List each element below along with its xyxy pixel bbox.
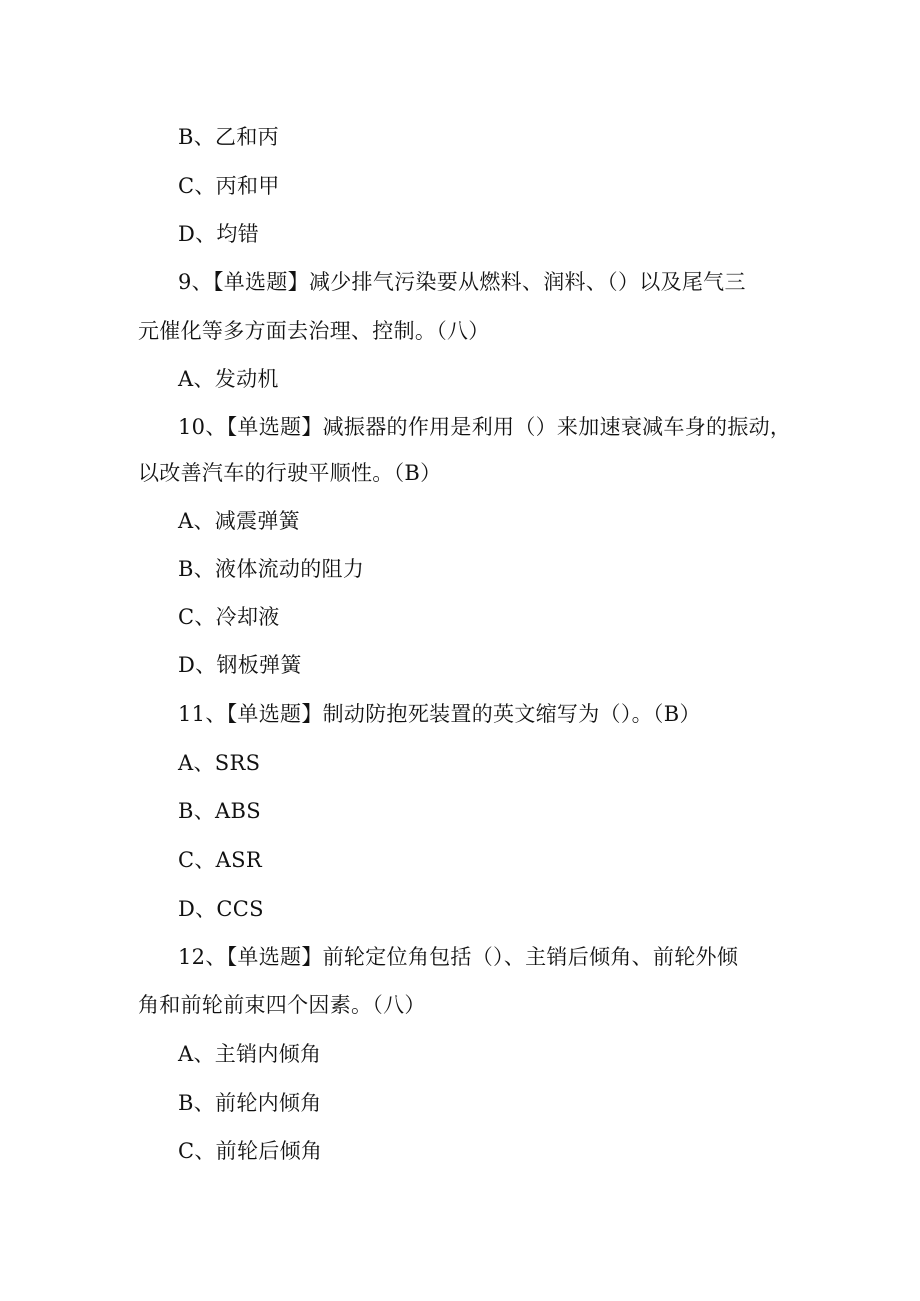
option-line: C、ASR bbox=[178, 848, 262, 872]
option-line: B、ABS bbox=[178, 799, 261, 823]
option-line: A、SRS bbox=[178, 751, 261, 775]
option-line: A、主销内倾角 bbox=[178, 1042, 322, 1066]
option-line: D、钢板弹簧 bbox=[178, 653, 302, 677]
option-line: D、CCS bbox=[178, 897, 264, 921]
option-line: D、均错 bbox=[178, 222, 260, 246]
option-line: C、冷却液 bbox=[178, 605, 280, 629]
option-line: C、前轮后倾角 bbox=[178, 1139, 323, 1163]
question-continuation-line: 角和前轮前束四个因素。（八） bbox=[138, 993, 426, 1017]
question-continuation-line: 以改善汽车的行驶平顺性。（B） bbox=[138, 461, 442, 485]
option-line: B、前轮内倾角 bbox=[178, 1091, 322, 1115]
option-line: B、乙和丙 bbox=[178, 125, 279, 149]
question-line: 11、【单选题】制动防抱死装置的英文缩写为（）。（B） bbox=[178, 702, 701, 726]
question-line: 10、【单选题】减振器的作用是利用（）来加速衰减车身的振动， bbox=[178, 415, 792, 439]
question-line: 12、【单选题】前轮定位角包括（）、主销后倾角、前轮外倾 bbox=[178, 945, 739, 969]
option-line: C、丙和甲 bbox=[178, 174, 280, 198]
option-line: A、发动机 bbox=[178, 367, 279, 391]
question-line: 9、【单选题】减少排气污染要从燃料、润料、（）以及尾气三 bbox=[178, 270, 746, 294]
option-line: A、减震弹簧 bbox=[178, 509, 300, 533]
question-continuation-line: 元催化等多方面去治理、控制。（八） bbox=[138, 319, 490, 343]
option-line: B、液体流动的阻力 bbox=[178, 557, 365, 581]
